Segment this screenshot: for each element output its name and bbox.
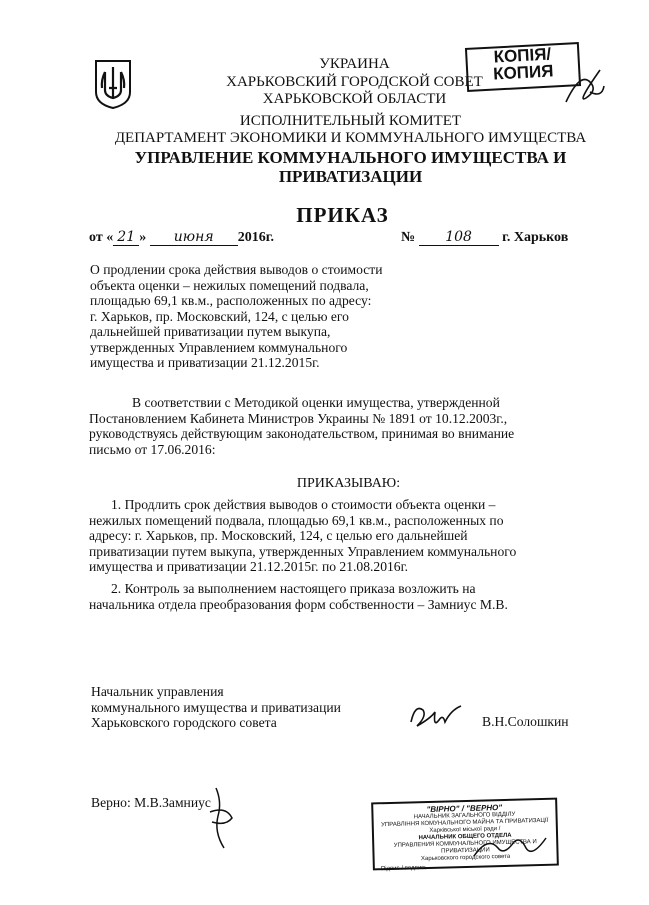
stamp-line: УПРАВЛЕНИЯ КОММУНАЛЬНОГО ИМУЩЕСТВА И ПРИВАТИЗАЦИИ — [393, 839, 537, 855]
verified-by: Верно: М.В.Замниус — [91, 795, 211, 810]
date-month: июня — [150, 229, 238, 246]
stamp-title: "ВІРНО" / "ВЕРНО" — [426, 803, 503, 814]
preamble-line: руководствуясь действующим законодательством, принимая во внимание — [89, 426, 515, 441]
date-day: 21 — [113, 229, 139, 246]
header-committee: ИСПОЛНИТЕЛЬНЫЙ КОМИТЕТ — [239, 113, 462, 129]
item-line: нежилых помещений подвала, площадью 69,1 кв.м., расположенных по — [89, 512, 504, 528]
subject-line: О продлении срока действия выводов о стоимости — [90, 262, 383, 277]
stamp-sign-label: Підпис / подпись — [380, 864, 428, 873]
order-item-1 — [89, 497, 610, 575]
header-council: ХАРЬКОВСКИЙ ГОРОДСКОЙ СОВЕТ — [226, 74, 483, 90]
header-directorate-1: УПРАВЛЕНИЕ КОММУНАЛЬНОГО ИМУЩЕСТВА И — [134, 148, 567, 167]
header-region: ХАРЬКОВСКОЙ ОБЛАСТИ — [262, 91, 447, 107]
preamble — [89, 395, 597, 457]
order-item-2 — [89, 581, 610, 612]
verifier-signature-icon — [196, 782, 246, 852]
preamble-line: письмо от 17.06.2016: — [89, 441, 216, 457]
preamble-line: Постановлением Кабинета Министров Украины № 1891 от 10.12.2003г., — [89, 410, 508, 426]
order-number: 108 — [419, 229, 499, 246]
subject-line: площадью 69,1 кв.м., расположенных по адресу: — [90, 293, 372, 308]
city: г. Харьков — [502, 230, 569, 245]
date-prefix: от « — [89, 230, 114, 245]
stamp-signature-icon — [470, 828, 550, 864]
item-line: приватизации путем выкупа, утвержденных Управлением коммунального — [89, 543, 517, 559]
signatory-title — [91, 684, 391, 731]
subject-line: дальнейшей приватизации путем выкупа, — [90, 324, 331, 339]
preamble-line: В соответствии с Методикой оценки имущества, утвержденной — [132, 395, 500, 410]
item-line: имущества и приватизации 21.12.2015г. по 21.08.2016г. — [89, 559, 409, 574]
signature-icon — [405, 700, 465, 734]
stamp-line: УПРАВЛІННЯ КОМУНАЛЬНОГО МАЙНА ТА ПРИВАТИЗАЦІЇ — [381, 817, 549, 829]
document-title: ПРИКАЗ — [296, 203, 389, 227]
copy-stamp-line2: КОПИЯ — [492, 61, 554, 84]
stamp-line: НАЧАЛЬНИК ЗАГАЛЬНОГО ВІДДІЛУ — [413, 811, 516, 821]
stamp-line: Харківської міської ради / — [429, 826, 501, 834]
header-department: ДЕПАРТАМЕНТ ЭКОНОМИКИ И КОММУНАЛЬНОГО ИМУЩЕСТВА — [114, 130, 587, 146]
subject-line: объекта оценки – нежилых помещений подвала, — [90, 277, 369, 293]
order-number-line — [401, 229, 568, 246]
subject-line: утвержденных Управлением коммунального — [90, 339, 348, 355]
header-country: УКРАИНА — [319, 56, 390, 72]
signatory-line: Харьковского городского совета — [91, 715, 277, 730]
header-directorate-2: ПРИВАТИЗАЦИИ — [278, 167, 423, 186]
signatory-name: В.Н.Солошкин — [482, 714, 569, 729]
item-line: 1. Продлить срок действия выводов о стоимости объекта оценки – — [111, 497, 496, 512]
item-line: адресу: г. Харьков, пр. Московский, 124, с целью его дальнейшей — [89, 528, 468, 543]
date-mid: » — [139, 230, 147, 245]
item-line: 2. Контроль за выполнением настоящего приказа возложить на — [111, 581, 476, 596]
copy-stamp-line1: КОПІЯ/ — [493, 44, 552, 67]
stamp-line: Харьковского городского совета — [420, 853, 511, 863]
copy-stamp-scribble-icon — [560, 62, 610, 110]
subject-block — [90, 262, 427, 371]
date-year: 2016г. — [237, 230, 274, 245]
signatory-line: коммунального имущества и приватизации — [91, 699, 341, 715]
number-label: № — [401, 230, 416, 245]
subject-line: имущества и приватизации 21.12.2015г. — [90, 355, 320, 370]
subject-line: г. Харьков, пр. Московский, 124, с целью его — [90, 308, 349, 324]
order-word: ПРИКАЗЫВАЮ: — [296, 476, 401, 491]
order-date-line — [89, 229, 274, 246]
stamp-line: НАЧАЛЬНИК ОБЩЕГО ОТДЕЛА — [418, 832, 512, 842]
item-line: начальника отдела преобразования форм собственности – Замниус М.В. — [89, 596, 508, 612]
signatory-line: Начальник управления — [91, 684, 224, 699]
